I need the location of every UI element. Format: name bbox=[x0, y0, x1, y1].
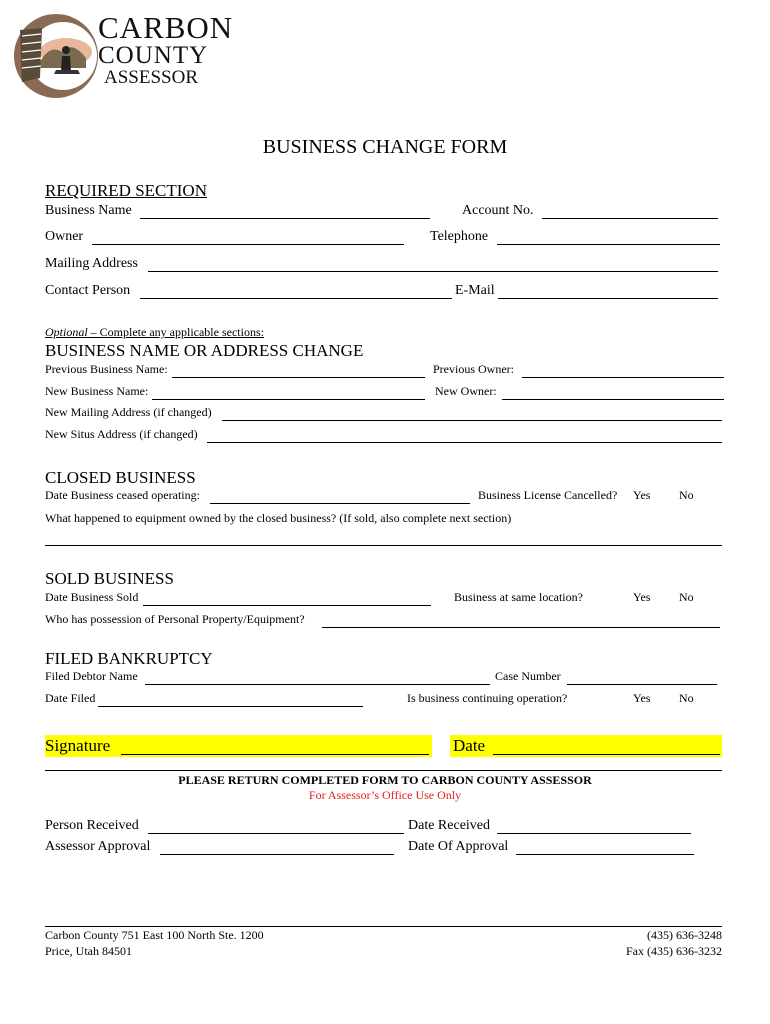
mailing-address-input[interactable] bbox=[148, 257, 718, 272]
new-owner-input[interactable] bbox=[502, 385, 724, 400]
office-use-note: For Assessor’s Office Use Only bbox=[308, 788, 462, 802]
optional-label: Optional bbox=[45, 325, 88, 339]
same-location-label: Business at same location? bbox=[454, 590, 583, 604]
date-approval-input[interactable] bbox=[516, 840, 694, 855]
logo-county-text: COUNTY bbox=[98, 42, 209, 69]
email-input[interactable] bbox=[498, 284, 718, 299]
date-filed-label: Date Filed bbox=[45, 691, 96, 705]
divider bbox=[45, 770, 722, 771]
footer-phone: (435) 636-3248 bbox=[647, 928, 722, 942]
sold-heading: SOLD BUSINESS bbox=[45, 569, 174, 588]
license-cancelled-yes[interactable]: Yes bbox=[633, 488, 651, 502]
continuing-yes[interactable]: Yes bbox=[633, 691, 651, 705]
date-filed-input[interactable] bbox=[98, 692, 363, 707]
optional-text: – Complete any applicable sections: bbox=[87, 325, 264, 339]
new-owner-label: New Owner: bbox=[435, 384, 497, 398]
contact-person-input[interactable] bbox=[140, 284, 452, 299]
prev-business-label: Previous Business Name: bbox=[45, 362, 168, 376]
signature-input[interactable] bbox=[121, 740, 429, 755]
date-approval-label: Date Of Approval bbox=[408, 839, 509, 854]
business-name-label: Business Name bbox=[45, 203, 132, 218]
date-ceased-input[interactable] bbox=[210, 489, 470, 504]
new-situs-label: New Situs Address (if changed) bbox=[45, 427, 198, 441]
date-received-label: Date Received bbox=[408, 818, 491, 833]
name-change-heading: BUSINESS NAME OR ADDRESS CHANGE bbox=[45, 341, 364, 360]
business-name-input[interactable] bbox=[140, 204, 430, 219]
date-label: Date bbox=[453, 736, 486, 755]
debtor-name-input[interactable] bbox=[145, 670, 490, 685]
footer-divider bbox=[45, 926, 722, 927]
same-location-no[interactable]: No bbox=[679, 590, 694, 604]
date-ceased-label: Date Business ceased operating: bbox=[45, 488, 200, 502]
case-number-input[interactable] bbox=[567, 670, 717, 685]
new-business-input[interactable] bbox=[152, 385, 425, 400]
carbon-county-logo bbox=[0, 0, 290, 110]
assessor-approval-input[interactable] bbox=[160, 840, 394, 855]
license-cancelled-label: Business License Cancelled? bbox=[478, 488, 618, 502]
person-received-input[interactable] bbox=[148, 819, 404, 834]
footer-address-2: Price, Utah 84501 bbox=[45, 944, 132, 958]
closed-heading: CLOSED BUSINESS bbox=[45, 468, 196, 487]
owner-label: Owner bbox=[45, 229, 84, 244]
new-mailing-label: New Mailing Address (if changed) bbox=[45, 405, 212, 419]
new-situs-input[interactable] bbox=[207, 428, 722, 443]
equipment-answer-input[interactable] bbox=[45, 531, 722, 546]
signature-label: Signature bbox=[45, 736, 111, 755]
same-location-yes[interactable]: Yes bbox=[633, 590, 651, 604]
debtor-name-label: Filed Debtor Name bbox=[45, 669, 138, 683]
date-input[interactable] bbox=[493, 740, 720, 755]
telephone-label: Telephone bbox=[430, 229, 489, 244]
logo-emblem-icon bbox=[0, 0, 100, 100]
contact-person-label: Contact Person bbox=[45, 283, 131, 298]
possession-label: Who has possession of Personal Property/Equipment? bbox=[45, 612, 305, 626]
logo-assessor-text: ASSESSOR bbox=[104, 67, 198, 88]
prev-business-input[interactable] bbox=[172, 363, 425, 378]
person-received-label: Person Received bbox=[45, 818, 139, 833]
continuing-label: Is business continuing operation? bbox=[407, 691, 568, 705]
owner-input[interactable] bbox=[92, 230, 404, 245]
assessor-approval-label: Assessor Approval bbox=[45, 839, 151, 854]
bankruptcy-heading: FILED BANKRUPTCY bbox=[45, 649, 213, 668]
footer-fax: Fax (435) 636-3232 bbox=[626, 944, 722, 958]
case-number-label: Case Number bbox=[495, 669, 561, 683]
logo-carbon-text: CARBON bbox=[98, 10, 234, 45]
prev-owner-label: Previous Owner: bbox=[433, 362, 514, 376]
license-cancelled-no[interactable]: No bbox=[679, 488, 694, 502]
possession-input[interactable] bbox=[322, 613, 720, 628]
date-sold-label: Date Business Sold bbox=[45, 590, 139, 604]
optional-note bbox=[45, 325, 264, 340]
footer-address-1: Carbon County 751 East 100 North Ste. 1200 bbox=[45, 928, 264, 942]
form-title: BUSINESS CHANGE FORM bbox=[262, 136, 508, 158]
new-business-label: New Business Name: bbox=[45, 384, 149, 398]
account-no-label: Account No. bbox=[462, 203, 534, 218]
new-mailing-input[interactable] bbox=[222, 406, 722, 421]
continuing-no[interactable]: No bbox=[679, 691, 694, 705]
account-no-input[interactable] bbox=[542, 204, 718, 219]
date-received-input[interactable] bbox=[497, 819, 691, 834]
return-note: PLEASE RETURN COMPLETED FORM TO CARBON COUNTY ASSESSOR bbox=[178, 773, 592, 787]
telephone-input[interactable] bbox=[497, 230, 720, 245]
prev-owner-input[interactable] bbox=[522, 363, 724, 378]
equipment-question: What happened to equipment owned by the closed business? (If sold, also complete next section) bbox=[45, 511, 512, 525]
date-sold-input[interactable] bbox=[143, 591, 431, 606]
mailing-address-label: Mailing Address bbox=[45, 256, 138, 271]
email-label: E-Mail bbox=[455, 283, 495, 298]
required-heading: REQUIRED SECTION bbox=[45, 181, 207, 200]
